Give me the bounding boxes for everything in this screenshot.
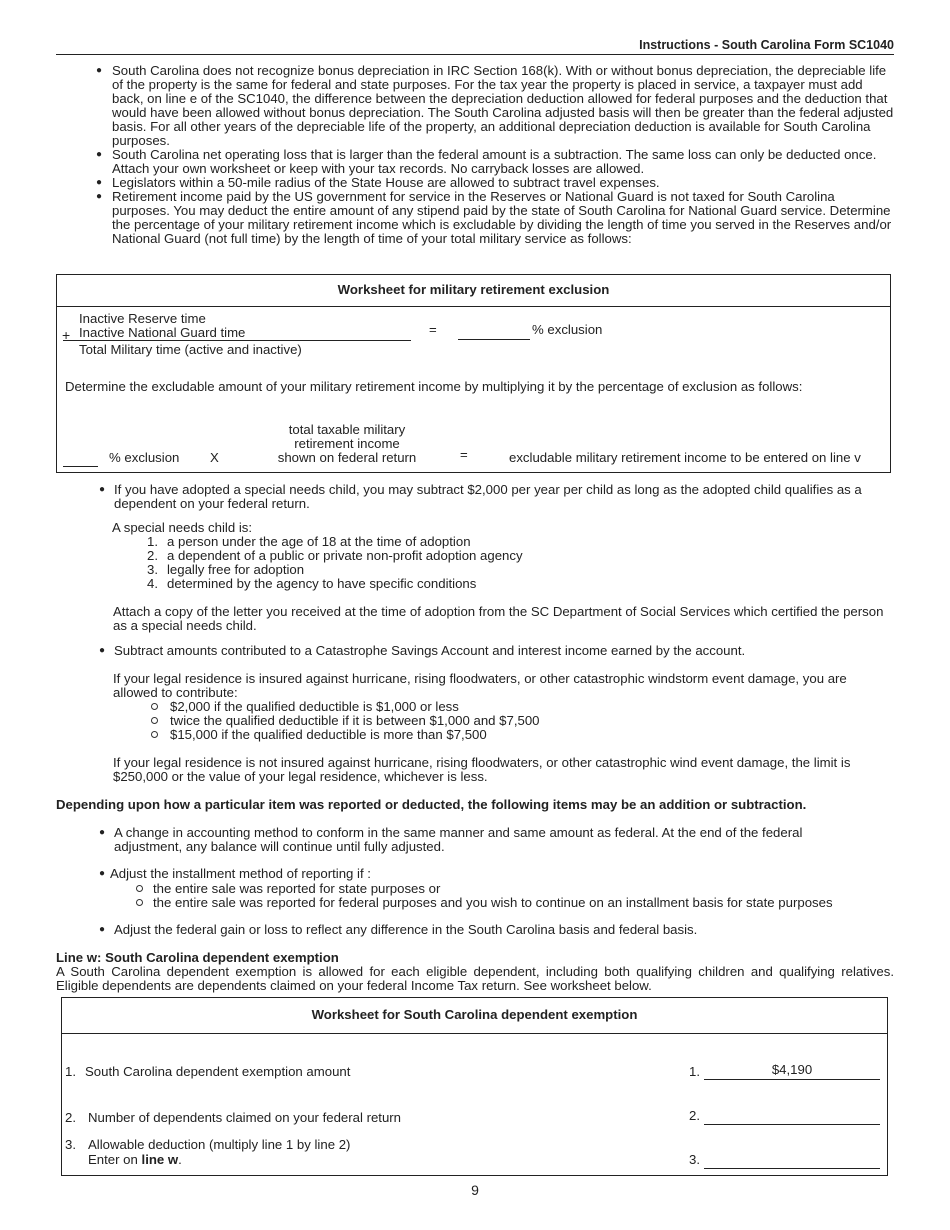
line-w-heading: Line w: South Carolina dependent exemption <box>56 950 339 965</box>
military-retirement-worksheet <box>56 274 891 473</box>
excludable-amount-instruction: Determine the excludable amount of your military retirement income by multiplying it by the percentage of exclusion as follows: <box>65 379 803 394</box>
taxable-income-label-2: retirement income <box>294 436 400 451</box>
special-needs-item: a person under the age of 18 at the time of adoption <box>167 534 471 549</box>
special-needs-item: determined by the agency to have specific conditions <box>167 576 477 591</box>
catastrophe-item: twice the qualified deductible if it is between $1,000 and $7,500 <box>170 713 540 728</box>
excludable-result-label: excludable military retirement income to be entered on line v <box>509 450 861 465</box>
catastrophe-not-insured-text: If your legal residence is not insured against hurricane, rising floodwaters, or other catastrophic wind event damage, the limit is $250,000 or the value of your legal residence, whichever is less. <box>113 755 851 784</box>
line-3-number: 3. <box>689 1152 700 1167</box>
addition-subtraction-heading: Depending upon how a particular item was reported or deducted, the following items may be an addition or subtraction. <box>56 797 807 812</box>
row-number: 2. <box>65 1110 76 1125</box>
worksheet-title-rule <box>62 1033 887 1034</box>
line-3-field[interactable] <box>704 1168 880 1169</box>
circle-bullet-icon <box>136 885 143 892</box>
circle-bullet-icon <box>151 717 158 724</box>
catastrophe-insured-text: If your legal residence is insured against hurricane, rising floodwaters, or other catastrophic windstorm event damage, you are allowed to contribute: <box>113 671 847 700</box>
bullet-icon: ● <box>95 191 103 202</box>
line-2-field[interactable] <box>704 1124 880 1125</box>
bullet-icon: ● <box>95 65 103 76</box>
catastrophe-item: $15,000 if the qualified deductible is more than $7,500 <box>170 727 487 742</box>
total-military-time-label: Total Military time (active and inactive) <box>79 342 302 357</box>
bullet-icon: ● <box>95 177 103 188</box>
legislators-text: Legislators within a 50-mile radius of the State House are allowed to subtract travel expenses. <box>112 175 660 190</box>
enter-on-line-w-label: Enter on line w. <box>88 1152 182 1167</box>
allowable-deduction-label: Allowable deduction (multiply line 1 by line 2) <box>88 1137 351 1152</box>
times-sign: X <box>210 450 219 465</box>
special-needs-item-num: 2. <box>147 548 158 563</box>
bullet-icon: ● <box>98 484 106 495</box>
accounting-method-text: A change in accounting method to conform in the same manner and same amount as federal. At the end of the federal adjustment, any balance will continue until fully adjusted. <box>114 825 803 854</box>
row-number: 1. <box>65 1064 76 1079</box>
line-w-text: A South Carolina dependent exemption is allowed for each eligible dependent, including both qualifying children and qualifying relatives. Eligible dependents are dependents claimed on your federal Income Tax return. See worksheet below. <box>56 964 894 993</box>
special-needs-item-num: 1. <box>147 534 158 549</box>
special-needs-attach-text: Attach a copy of the letter you received at the time of adoption from the SC Department of Social Services which certified the person as a special needs child. <box>113 604 884 633</box>
special-needs-item: a dependent of a public or private non-profit adoption agency <box>167 548 523 563</box>
exclusion-percent-line <box>458 339 530 340</box>
special-needs-bullet-text: If you have adopted a special needs child, you may subtract $2,000 per year per child as long as the adopted child qualifies as a dependent on your federal return. <box>114 482 862 511</box>
fraction-bar <box>63 340 411 341</box>
bullet-icon: ● <box>95 149 103 160</box>
bullet-icon: ● <box>98 645 106 656</box>
bullet-icon: ● <box>98 924 106 935</box>
catastrophe-item: $2,000 if the qualified deductible is $1,000 or less <box>170 699 459 714</box>
dependent-worksheet-title: Worksheet for South Carolina dependent exemption <box>311 1007 638 1022</box>
line-1-field <box>704 1079 880 1080</box>
equals-sign-2: = <box>460 447 468 462</box>
special-needs-intro: A special needs child is: <box>112 520 253 535</box>
installment-item: the entire sale was reported for federal purposes and you wish to continue on an installment basis for state purposes <box>153 895 833 910</box>
installment-item: the entire sale was reported for state purposes or <box>153 881 441 896</box>
plus-sign: + <box>62 327 71 343</box>
bullet-icon: ● <box>98 827 106 838</box>
special-needs-item-num: 3. <box>147 562 158 577</box>
installment-method-text: Adjust the installment method of reporting if : <box>110 866 371 881</box>
exclusion-percent-line-2 <box>63 466 98 467</box>
number-of-dependents-label: Number of dependents claimed on your federal return <box>88 1110 402 1125</box>
line-2-number: 2. <box>689 1108 700 1123</box>
inactive-reserve-label: Inactive Reserve time <box>79 311 206 326</box>
special-needs-item: legally free for adoption <box>167 562 305 577</box>
circle-bullet-icon <box>151 731 158 738</box>
header-rule <box>56 54 894 55</box>
exclusion-percent-label-2: % exclusion <box>109 450 180 465</box>
line-1-value: $4,190 <box>771 1062 813 1077</box>
page-header-title: Instructions - South Carolina Form SC1040 <box>639 38 894 52</box>
line-1-number: 1. <box>689 1064 700 1079</box>
worksheet-title-rule <box>57 306 890 307</box>
exemption-amount-label: South Carolina dependent exemption amount <box>85 1064 351 1079</box>
dependent-exemption-worksheet <box>61 997 888 1176</box>
equals-sign: = <box>429 322 437 337</box>
taxable-income-label-3: shown on federal return <box>277 450 417 465</box>
taxable-income-label-1: total taxable military <box>288 422 406 437</box>
inactive-national-guard-label: Inactive National Guard time <box>79 325 246 340</box>
special-needs-item-num: 4. <box>147 576 158 591</box>
net-operating-loss-text: South Carolina net operating loss that is larger than the federal amount is a subtraction. The same loss can only be deducted once. Attach your own worksheet or keep with your tax records. No carryback losses are allowed. <box>112 147 877 176</box>
retirement-income-text: Retirement income paid by the US government for service in the Reserves or National Guard is not taxed for South Carolina purposes. You may deduct the entire amount of any stipend paid by the state of South Carolina for National Guard service. Determine the percentage of your military retirement income which is excludable by dividing the length of time you served in the Reserves and/or National Guard (not full time) by the length of time of your total military service as follows: <box>112 189 892 246</box>
row-number: 3. <box>65 1137 76 1152</box>
bonus-depreciation-text: South Carolina does not recognize bonus depreciation in IRC Section 168(k). With or without bonus depreciation, the depreciable life of the property is the same for federal and state purposes. For the tax year the property is placed in service, a taxpayer must add back, on line e of the SC1040, the difference between the depreciation deduction allowed for federal purposes and the deduction that would have been allowed without bonus depreciation. The South Carolina adjusted basis will then be greater than the federal adjusted basis. For all other years of the depreciable life of the property, an additional depreciation deduction is available for South Carolina purposes. <box>112 63 894 148</box>
military-worksheet-title: Worksheet for military retirement exclusion <box>337 282 610 297</box>
catastrophe-bullet-text: Subtract amounts contributed to a Catastrophe Savings Account and interest income earned by the account. <box>114 643 746 658</box>
page-number: 9 <box>471 1182 479 1198</box>
exclusion-percent-label: % exclusion <box>532 322 603 337</box>
circle-bullet-icon <box>136 899 143 906</box>
gain-loss-text: Adjust the federal gain or loss to reflect any difference in the South Carolina basis and federal basis. <box>114 922 698 937</box>
bullet-icon: ● <box>98 868 106 879</box>
circle-bullet-icon <box>151 703 158 710</box>
